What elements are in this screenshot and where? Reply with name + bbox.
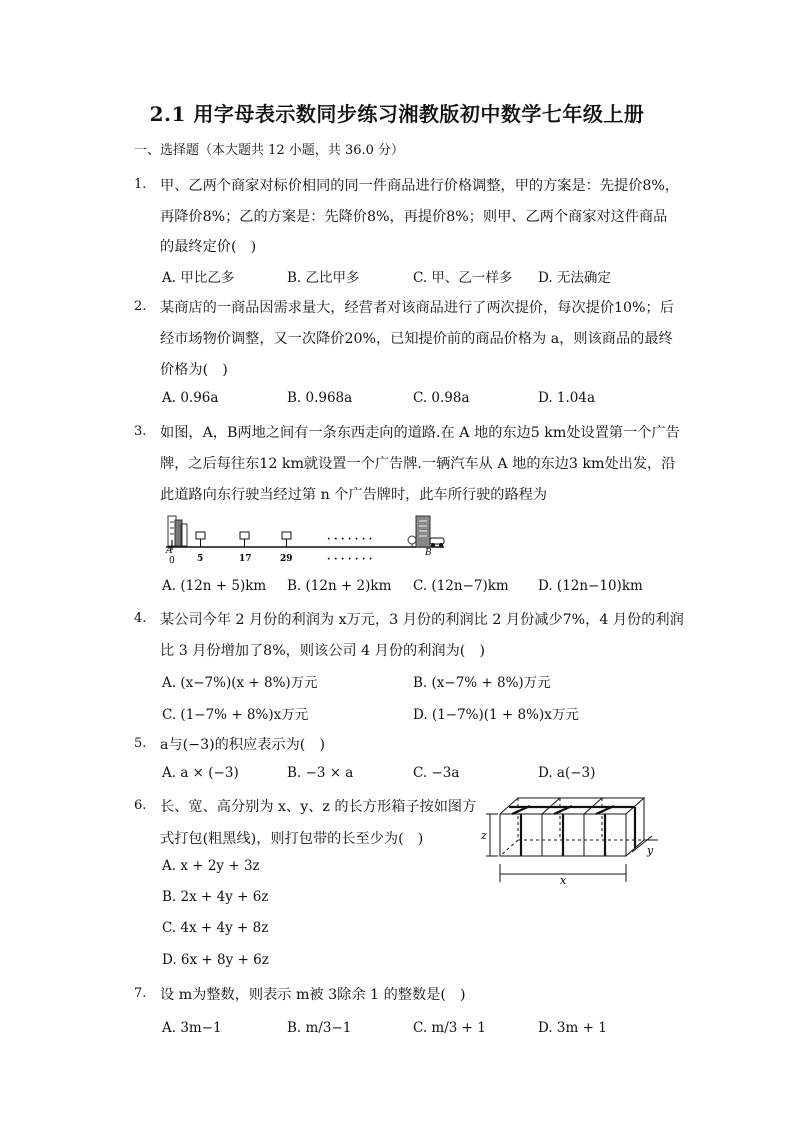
question-4-option-c[interactable]: C. (1−7% + 8%)x万元 <box>162 707 309 723</box>
question-2-line-2: 经市场物价调整，又一次降价20%，已知提价前的商品价格为 a，则该商品的最终 <box>160 331 673 347</box>
question-1-line-1: 甲、乙两个商家对标价相同的同一件商品进行价格调整，甲的方案是：先提价8%， <box>160 178 680 194</box>
question-3-option-a[interactable]: A. (12n + 5)km <box>162 578 267 594</box>
question-4-option-a[interactable]: A. (x−7%)(x + 8%)万元 <box>162 675 318 691</box>
question-2-line-3: 价格为( ) <box>160 362 228 378</box>
question-7-option-d[interactable]: D. 3m + 1 <box>538 1020 607 1036</box>
question-4-option-d[interactable]: D. (1−7%)(1 + 8%)x万元 <box>413 707 579 723</box>
dots-upper: · · · · · · · <box>327 534 373 545</box>
question-6-option-a[interactable]: A. x + 2y + 3z <box>162 858 260 874</box>
question-2-option-d[interactable]: D. 1.04a <box>538 390 596 406</box>
tick-label-29: 29 <box>280 554 293 564</box>
label-a: A <box>166 546 173 556</box>
question-2-option-b[interactable]: B. 0.968a <box>287 390 353 406</box>
buildings-b-icon <box>408 516 430 547</box>
label-zero: 0 <box>169 556 175 566</box>
question-7-option-c[interactable]: C. m/3 + 1 <box>413 1020 486 1036</box>
car-icon <box>430 538 444 547</box>
question-7-option-b[interactable]: B. m/3−1 <box>287 1020 352 1036</box>
label-y: y <box>647 844 654 857</box>
buildings-a-icon <box>168 516 187 546</box>
question-5-number: 5. <box>134 736 147 751</box>
question-2-line-1: 某商店的一商品因需求量大，经营者对该商品进行了两次提价，每次提价10%；后 <box>160 300 674 316</box>
question-6-option-c[interactable]: C. 4x + 4y + 8z <box>162 920 269 936</box>
question-1-option-d[interactable]: D. 无法确定 <box>538 270 611 286</box>
question-6-line-1: 长、宽、高分别为 x、y、z 的长方形箱子按如图方 <box>160 799 477 815</box>
question-5-option-c[interactable]: C. −3a <box>413 765 460 781</box>
question-1-line-2: 再降价8%；乙的方案是：先降价8%，再提价8%；则甲、乙两个商家对这件商品 <box>160 209 668 225</box>
question-1-number: 1. <box>134 177 147 192</box>
question-3-option-d[interactable]: D. (12n−10)km <box>538 578 643 594</box>
tick-label-17: 17 <box>239 554 252 564</box>
question-3-line-2: 牌，之后每往东12 km就设置一个广告牌.一辆汽车从 A 地的东边3 km处出发，沿 <box>160 456 676 472</box>
question-4-number: 4. <box>134 611 147 626</box>
question-3-option-b[interactable]: B. (12n + 2)km <box>287 578 392 594</box>
question-4-option-b[interactable]: B. (x−7% + 8%)万元 <box>413 675 551 691</box>
question-1-option-a[interactable]: A. 甲比乙多 <box>162 270 235 286</box>
question-7-line-1: 设 m为整数，则表示 m被 3除余 1 的整数是( ) <box>160 987 466 1003</box>
label-z: z <box>481 829 487 842</box>
label-x: x <box>560 874 567 886</box>
billboard-2-icon <box>240 532 249 547</box>
question-6-option-b[interactable]: B. 2x + 4y + 6z <box>162 889 269 905</box>
question-3-number: 3. <box>134 424 147 439</box>
question-6-line-2: 式打包(粗黑线)，则打包带的长至少为( ) <box>160 831 424 847</box>
box-packing-diagram <box>472 786 660 886</box>
question-4-line-2: 比 3 月份增加了8%，则该公司 4 月份的利润为( ) <box>160 643 486 659</box>
billboard-3-icon <box>282 532 291 547</box>
road-diagram <box>162 510 448 566</box>
question-3-line-1: 如图，A，B两地之间有一条东西走向的道路.在 A 地的东边5 km处设置第一个广告 <box>160 425 680 441</box>
question-5-line-1: a与(−3)的积应表示为( ) <box>160 737 326 753</box>
question-5-option-d[interactable]: D. a(−3) <box>538 765 596 781</box>
section-heading: 一、选择题（本大题共 12 小题，共 36.0 分） <box>134 143 405 158</box>
question-1-option-b[interactable]: B. 乙比甲多 <box>287 270 360 286</box>
question-3-line-3: 此道路向东行驶当经过第 n 个广告牌时，此车所行驶的路程为 <box>160 487 548 503</box>
page-title: 2.1 用字母表示数同步练习湘教版初中数学七年级上册 <box>149 102 645 126</box>
question-4-line-1: 某公司今年 2 月份的利润为 x万元，3 月份的利润比 2 月份减少7%，4 月份的利润 <box>160 612 684 628</box>
question-1-line-3: 的最终定价( ) <box>160 239 257 255</box>
question-5-option-a[interactable]: A. a × (−3) <box>162 765 239 781</box>
question-6-option-d[interactable]: D. 6x + 8y + 6z <box>162 952 269 968</box>
question-1-option-c[interactable]: C. 甲、乙一样多 <box>413 270 513 286</box>
label-b: B <box>425 548 432 558</box>
question-6-number: 6. <box>134 798 147 813</box>
question-2-option-a[interactable]: A. 0.96a <box>162 390 219 406</box>
question-2-option-c[interactable]: C. 0.98a <box>413 390 470 406</box>
question-7-number: 7. <box>134 986 147 1001</box>
tick-label-5: 5 <box>197 554 204 564</box>
dots-lower: · · · · · · · <box>327 554 373 565</box>
question-5-option-b[interactable]: B. −3 × a <box>287 765 354 781</box>
question-7-option-a[interactable]: A. 3m−1 <box>162 1020 222 1036</box>
billboard-1-icon <box>196 532 205 547</box>
question-3-option-c[interactable]: C. (12n−7)km <box>413 578 509 594</box>
question-2-number: 2. <box>134 299 147 314</box>
